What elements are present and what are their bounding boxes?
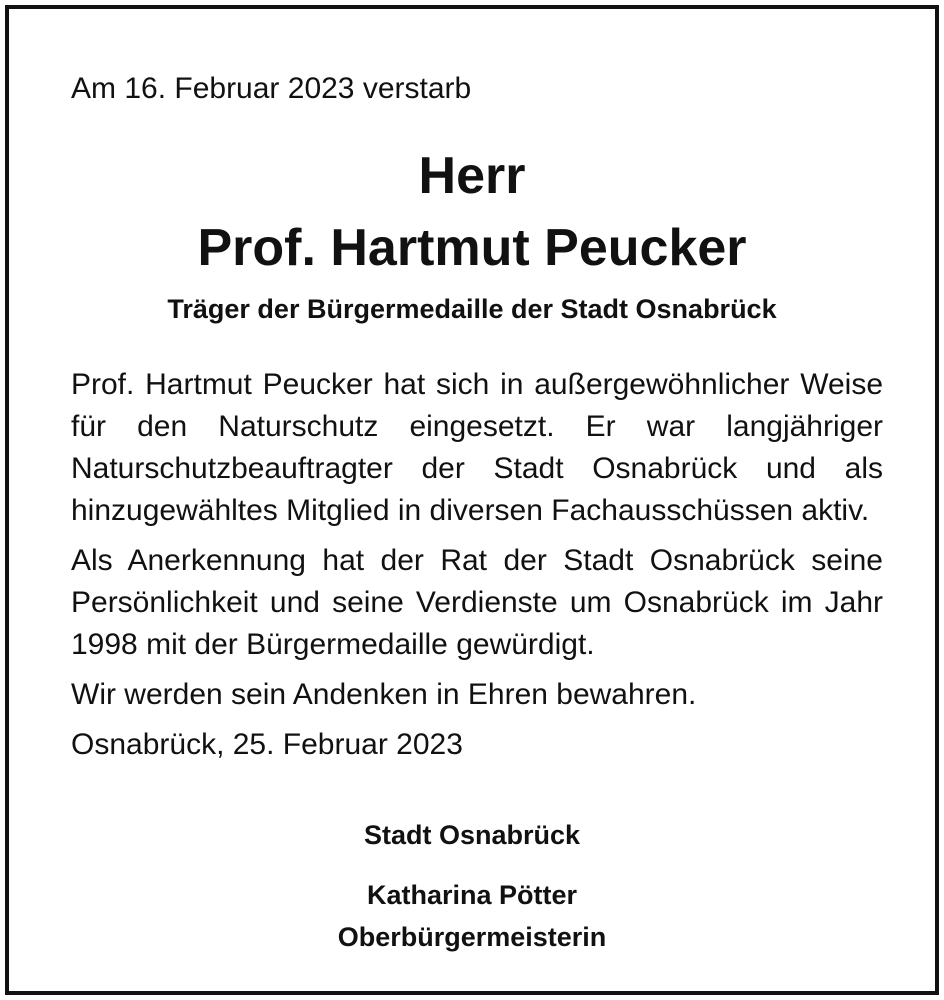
notice-body: [71, 364, 883, 774]
salutation: Herr: [418, 147, 526, 205]
honor-line: Träger der Bürgermedaille der Stadt Osnabrück: [167, 294, 777, 324]
place-date: Osnabrück, 25. Februar 2023: [71, 728, 463, 761]
organization-name: Stadt Osnabrück: [363, 820, 581, 850]
paragraph-merits: Prof. Hartmut Peucker hat sich in außergewöhnlicher Weise für den Naturschutz eingesetzt. Er war langjähriger Naturschutzbeauftragter der Stadt Osnabrück und als hinzugewähltes Mitglied in diversen Fachausschüssen aktiv.: [71, 368, 883, 527]
paragraph-recognition: Als Anerkennung hat der Rat der Stadt Osnabrück seine Persönlichkeit und seine Verdienste um Osnabrück im Jahr 1998 mit der Bürgermedaille gewürdigt.: [71, 544, 883, 661]
intro-line: Am 16. Februar 2023 verstarb: [71, 72, 472, 105]
deceased-name: Prof. Hartmut Peucker: [197, 219, 747, 277]
signer-title: Oberbürgermeisterin: [337, 922, 607, 952]
signer-name: Katharina Pötter: [366, 880, 578, 910]
notice-frame: [5, 5, 939, 995]
paragraph-remembrance: Wir werden sein Andenken in Ehren bewahren.: [71, 678, 697, 711]
